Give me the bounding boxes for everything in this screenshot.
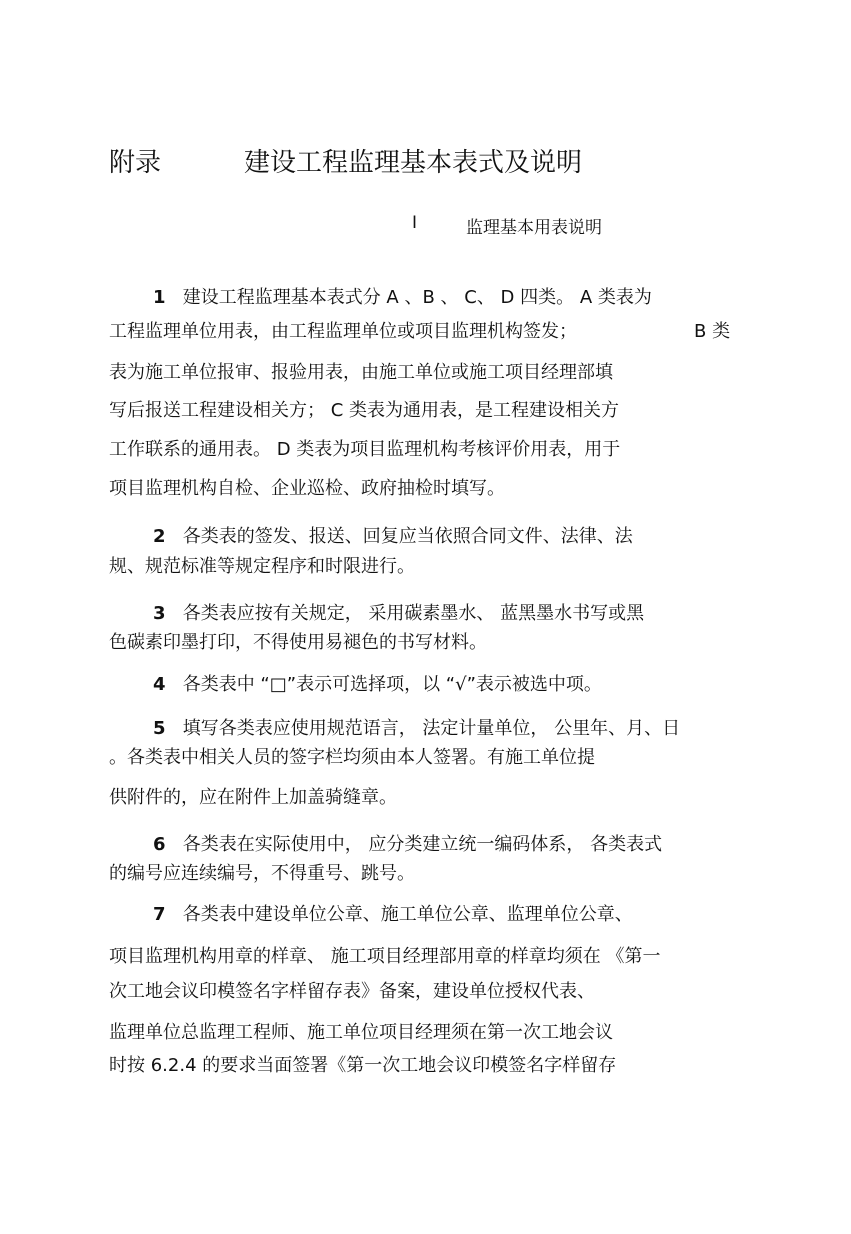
item-number: 4 xyxy=(153,674,166,695)
section-number: I xyxy=(412,213,418,233)
paragraph-line: 工作联系的通用表。 D 类表为项目监理机构考核评价用表，用于 xyxy=(109,439,621,460)
paragraph-line: 写后报送工程建设相关方； C 类表为通用表，是工程建设相关方 xyxy=(109,400,620,421)
paragraph-line: 表为施工单位报审、报验用表，由施工单位或施工项目经理部填 xyxy=(109,362,613,383)
paragraph-line: 时按 6.2.4 的要求当面签署《第一次工地会议印模签名字样留存 xyxy=(109,1055,617,1076)
line-text: 建设工程监理基本表式分 A 、B 、 C、 D 四类。 A 类表为 xyxy=(182,287,652,308)
item-number: 3 xyxy=(153,603,166,624)
line-text: 各类表的签发、报送、回复应当依照合同文件、法律、法 xyxy=(182,526,633,547)
document-title: 建设工程监理基本表式及说明 xyxy=(244,148,583,178)
paragraph-line xyxy=(153,833,662,857)
paragraph-line: 色碳素印墨打印，不得使用易褪色的书写材料。 xyxy=(109,632,487,653)
paragraph-line: 规、规范标准等规定程序和时限进行。 xyxy=(109,556,415,577)
paragraph-line xyxy=(153,903,633,927)
line-text: 填写各类表应使用规范语言， 法定计量单位， 公里年、月、日 xyxy=(182,718,681,739)
line-text: 各类表中建设单位公章、施工单位公章、监理单位公章、 xyxy=(182,904,633,925)
paragraph-line: 。各类表中相关人员的签字栏均须由本人签署。有施工单位提 xyxy=(109,747,595,768)
paragraph-line xyxy=(153,673,602,697)
line-text: 各类表中 “□”表示可选择项，以 “√”表示被选中项。 xyxy=(182,674,602,695)
item-number: 7 xyxy=(153,904,166,925)
paragraph-line xyxy=(153,525,633,549)
item-number: 6 xyxy=(153,834,166,855)
item-number: 2 xyxy=(153,526,166,547)
line-text: 各类表在实际使用中， 应分类建立统一编码体系， 各类表式 xyxy=(182,834,663,855)
paragraph-line: 监理单位总监理工程师、施工单位项目经理须在第一次工地会议 xyxy=(109,1022,613,1043)
paragraph-line xyxy=(153,717,680,741)
paragraph-line: 项目监理机构用章的样章、 施工项目经理部用章的样章均须在 《第一 xyxy=(109,946,661,967)
paragraph-line: 项目监理机构自检、企业巡检、政府抽检时填写。 xyxy=(109,478,505,499)
paragraph-line: 的编号应连续编号，不得重号、跳号。 xyxy=(109,863,415,884)
paragraph-line: 工程监理单位用表，由工程监理单位或项目监理机构签发； xyxy=(109,321,577,342)
paragraph-line xyxy=(153,602,644,626)
paragraph-line: 次工地会议印模签名字样留存表》备案，建设单位授权代表、 xyxy=(109,981,595,1002)
section-title: 监理基本用表说明 xyxy=(466,218,602,238)
paragraph-line xyxy=(153,286,652,310)
paragraph-line: B 类 xyxy=(694,321,731,342)
item-number: 5 xyxy=(153,718,166,739)
paragraph-line: 供附件的，应在附件上加盖骑缝章。 xyxy=(109,787,397,808)
line-text: 各类表应按有关规定， 采用碳素墨水、 蓝黑墨水书写或黑 xyxy=(182,603,645,624)
item-number: 1 xyxy=(153,287,166,308)
appendix-label: 附录 xyxy=(109,148,162,178)
